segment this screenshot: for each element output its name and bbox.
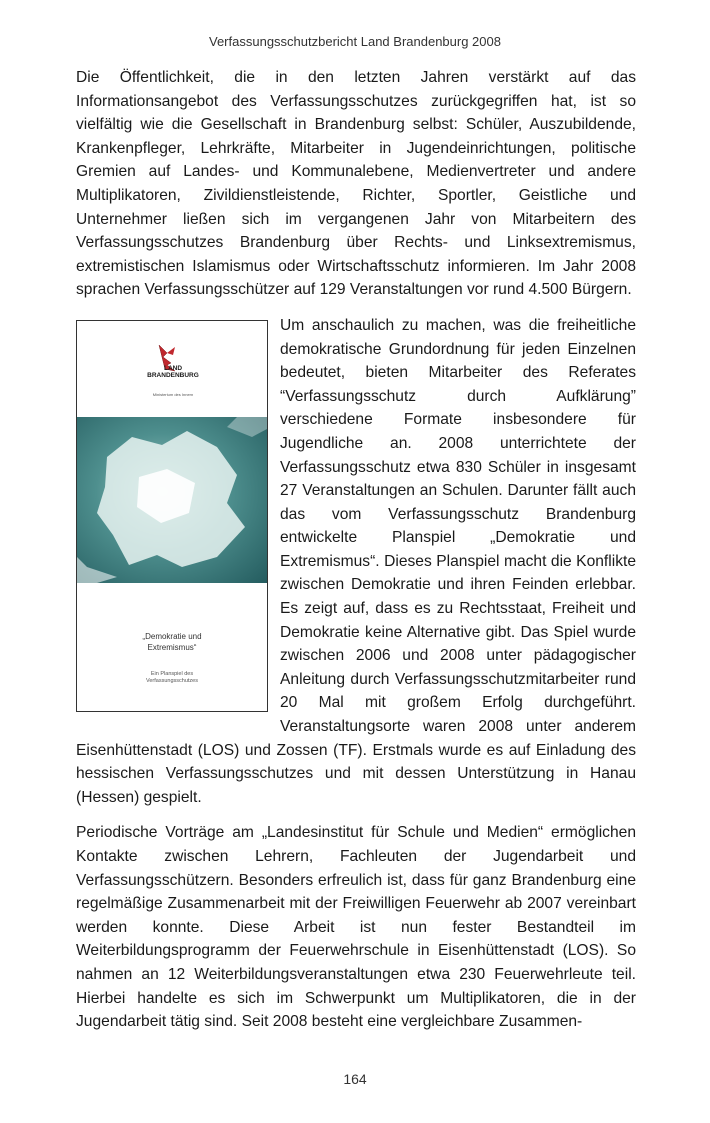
body-text bbox=[76, 66, 636, 1046]
cover-title: „Demokratie und Extremismus“ bbox=[142, 631, 202, 652]
cover-map-band bbox=[77, 417, 267, 583]
planspiel-brochure-cover bbox=[76, 320, 268, 712]
paragraph-3: Periodische Vorträge am „Landesinstitut für Schule und Medien“ ermöglichen Kontakte zwischen Lehrern, Fachleuten der Jugendarbeit und Verfassungsschützern. Besonders erfreulich ist, dass für ganz Brandenburg eine regelmäßige Zusammenarbeit mit der Freiwilligen Feuerwehr ab 2007 vereinbart werden konnte. Diese Arbeit ist nun fester Bestandteil im Weiterbildungsprogramm der Feuerwehrschule in Eisenhüttenstadt (LOS). So nahmen an 12 Weiterbildungsveranstaltungen etwa 230 Feuerwehrleute teil. Hierbei handelte es sich im Schwerpunkt um Multiplikatoren, die in der Jugendarbeit tätig sind. Seit 2008 besteht eine vergleichbare Zusammen- bbox=[76, 824, 636, 1031]
logo-subtitle: Ministerium des Innern bbox=[152, 391, 194, 397]
logo-name: LAND BRANDENBURG bbox=[147, 364, 199, 379]
brandenburg-map-graphic bbox=[77, 417, 267, 583]
page-number: 164 bbox=[343, 1071, 367, 1087]
paragraph-1: Die Öffentlichkeit, die in den letzten Jahren verstärkt auf das Informationsangebot des Verfassungsschutzes zurückgegriffen hat, ist so vielfältig wie die Gesellschaft in Brandenburg selbst: Schüler, Auszubildende, Krankenpfleger, Lehrkräfte, Mitarbeiter in Jugendeinrichtungen, politische Gremien auf Landes- und Kommunalebene, Medienvertreter und andere Multiplikatoren, Zivildienstleistende, Richter, Sportler, Geistliche und Unternehmer ließen sich im vergangenen Jahr von Mitarbeitern des Verfassungsschutzes Brandenburg über Rechts- und Linksextremismus, extremistischen Islamismus oder Wirtschaftsschutz informieren. Im Jahr 2008 sprachen Verfassungsschützer auf 129 Veranstaltungen vor rund 4.500 Bürgern. bbox=[76, 69, 636, 299]
running-header: Verfassungsschutzbericht Land Brandenburg 2008 bbox=[209, 34, 501, 49]
paragraph-2: Um anschaulich zu machen, was die freiheitliche demokratische Grundordnung für jeden Einzelnen bedeutet, bieten Mitarbeiter des Referates “Verfassungsschutz durch Aufklärung” verschiedene Formate insbesondere für Jugendliche an. 2008 unterrichtete der Verfassungsschutz etwa 830 Schüler in insgesamt 27 Veranstaltungen an Schulen. Darunter fällt auch das vom Verfassungsschutz Brandenburg entwickelte Planspiel „Demokratie und Extremismus“. Dieses Planspiel macht die Konflikte zwischen Demokratie und ihren Feinden erlebbar. Es zeigt auf, dass es zu Rechtsstaat, Freiheit und Demokratie keine Alternative gibt. Das Spiel wurde zwischen 2006 und 2008 unter pädagogischer Anleitung durch Verfassungsschutzmitarbeiter rund 20 Mal mit großem Erfolg durchgeführt. Veranstaltungsorte waren 2008 unter anderem Eisenhüttenstadt (LOS) und Zossen (TF). Erstmals wurde es auf Einladung des hessischen Verfassungsschutzes und mit dessen Unterstützung in Hanau (Hessen) gespielt. bbox=[76, 316, 636, 806]
cover-subtitle: Ein Planspiel des Verfassungsschutzes bbox=[146, 670, 198, 684]
